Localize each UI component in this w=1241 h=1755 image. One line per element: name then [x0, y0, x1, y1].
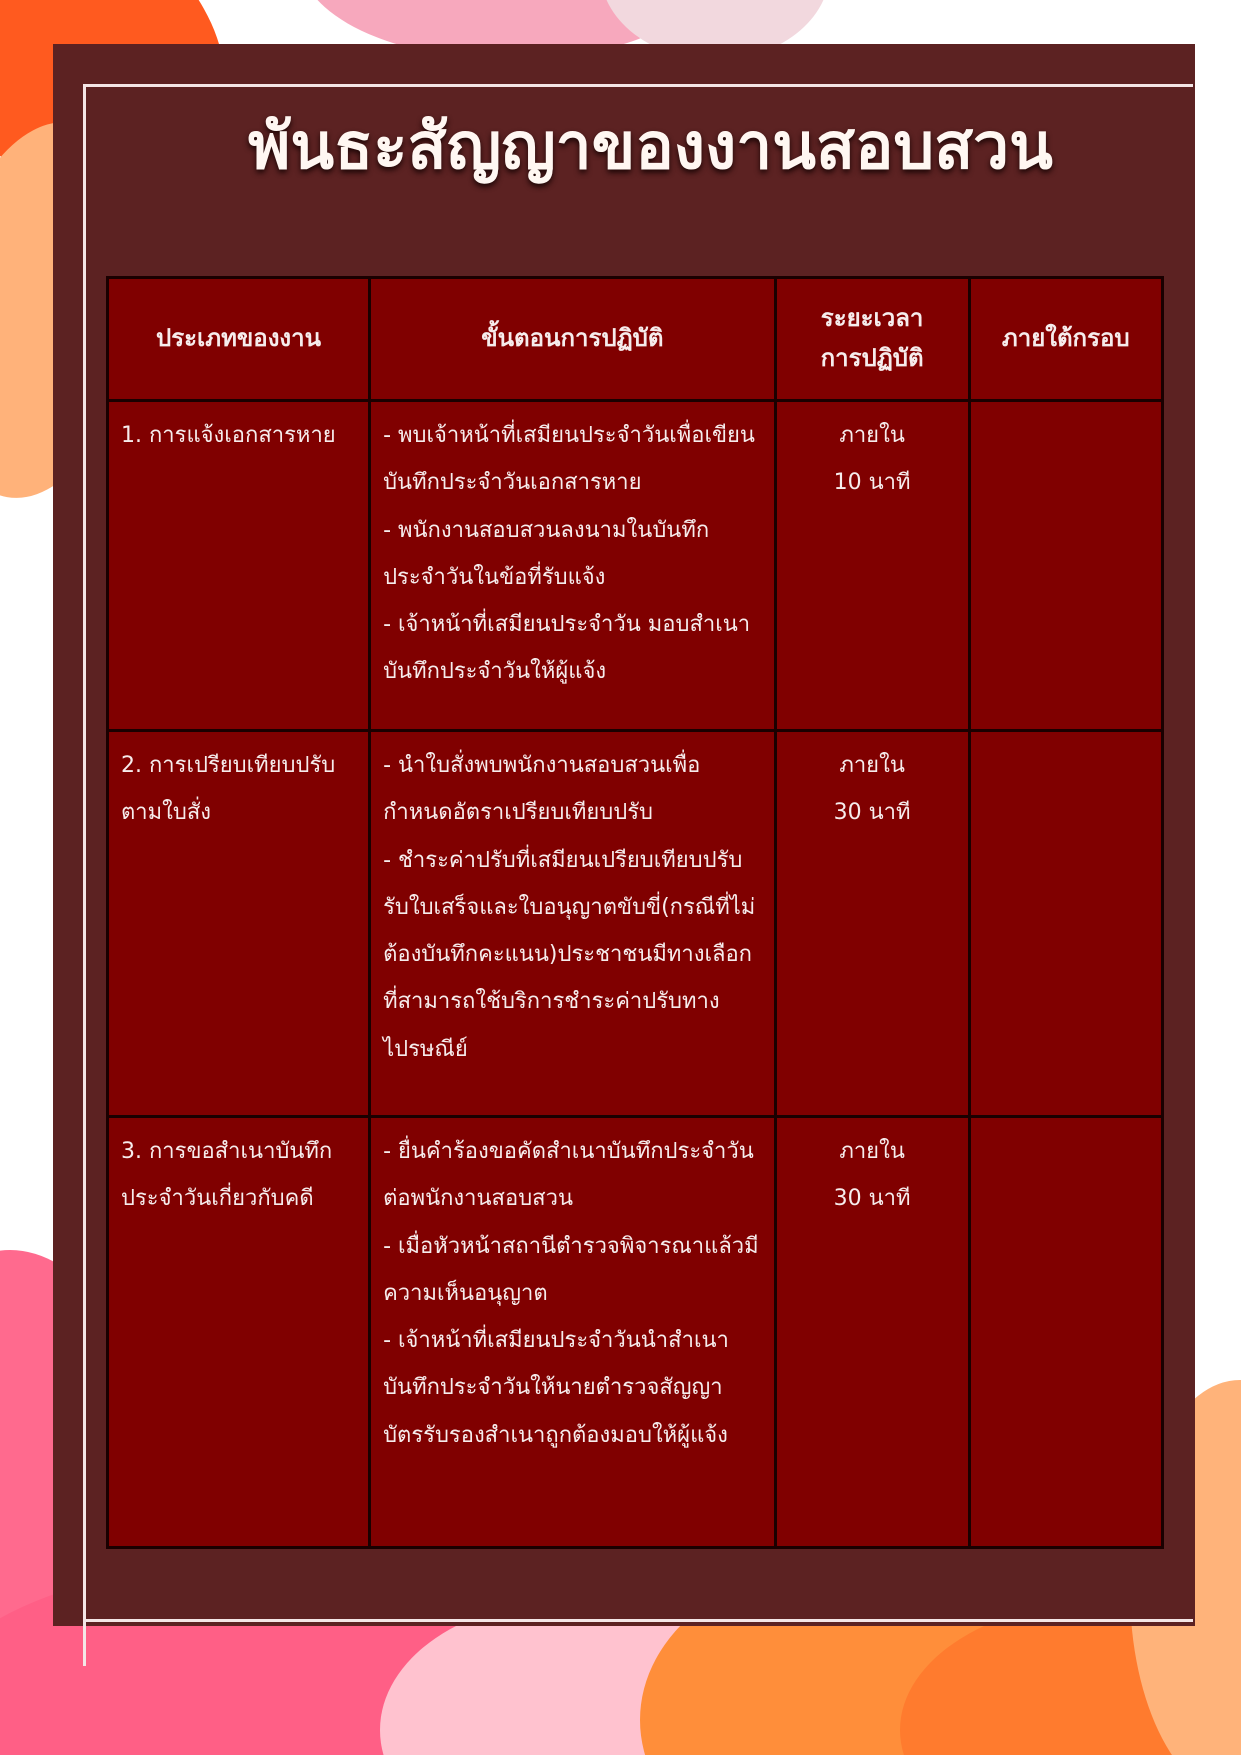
header-frame: ภายใต้กรอบ [969, 278, 1162, 401]
cell-frame [969, 731, 1162, 1117]
cell-frame [969, 401, 1162, 731]
step-item: - นำใบสั่งพบพนักงานสอบสวนเพื่อกำหนดอัตราเปรียบเทียบปรับ [383, 753, 701, 826]
cell-type: 1. การแจ้งเอกสารหาย [108, 401, 370, 731]
cell-steps [370, 1117, 776, 1548]
step-item: - เมื่อหัวหน้าสถานีตำรวจพิจารณาแล้วมีความเห็นอนุญาต [383, 1233, 759, 1306]
cell-type: 3. การขอสำเนาบันทึกประจำวันเกี่ยวกับคดี [108, 1117, 370, 1548]
cell-time: ภายใน 10 นาที [775, 401, 969, 731]
step-item: - ยื่นคำร้องขอคัดสำเนาบันทึกประจำวันต่อพนักงานสอบสวน [383, 1139, 754, 1212]
cell-steps [370, 731, 776, 1117]
table-row [108, 401, 1163, 731]
panel-frame-line [83, 1619, 1193, 1622]
header-type: ประเภทของงาน [108, 278, 370, 401]
cell-frame [969, 1117, 1162, 1548]
step-item: - ชำระค่าปรับที่เสมียนเปรียบเทียบปรับรับใบเสร็จและใบอนุญาตขับขี่(กรณีที่ไม่ต้องบันทึกคะแนน)ประชาชนมีทางเลือกที่สามารถใช้บริการชำระค่าปรับทางไปรษณีย์ [383, 847, 756, 1062]
header-time: ระยะเวลา การปฏิบัติ [775, 278, 969, 401]
step-item: - พนักงานสอบสวนลงนามในบันทึกประจำวันในข้อที่รับแจ้ง [383, 517, 710, 590]
cell-steps [370, 401, 776, 731]
table-row [108, 1117, 1163, 1548]
table-header-row [108, 278, 1163, 401]
cell-type: 2. การเปรียบเทียบปรับตามใบสั่ง [108, 731, 370, 1117]
cell-time: ภายใน 30 นาที [775, 1117, 969, 1548]
service-charter-table [106, 276, 1164, 1549]
step-item: - เจ้าหน้าที่เสมียนประจำวัน มอบสำเนาบันทึกประจำวันให้ผู้แจ้ง [383, 612, 751, 685]
step-item: - พบเจ้าหน้าที่เสมียนประจำวันเพื่อเขียนบันทึกประจำวันเอกสารหาย [383, 423, 755, 496]
table-row [108, 731, 1163, 1117]
cell-time: ภายใน 30 นาที [775, 731, 969, 1117]
step-item: - เจ้าหน้าที่เสมียนประจำวันนำสำเนาบันทึกประจำวันให้นายตำรวจสัญญาบัตรรับรองสำเนาถูกต้องมอบให้ผู้แจ้ง [383, 1328, 729, 1448]
header-steps: ขั้นตอนการปฏิบัติ [370, 278, 776, 401]
page-title: พันธะสัญญาของงานสอบสวน [248, 110, 1053, 184]
